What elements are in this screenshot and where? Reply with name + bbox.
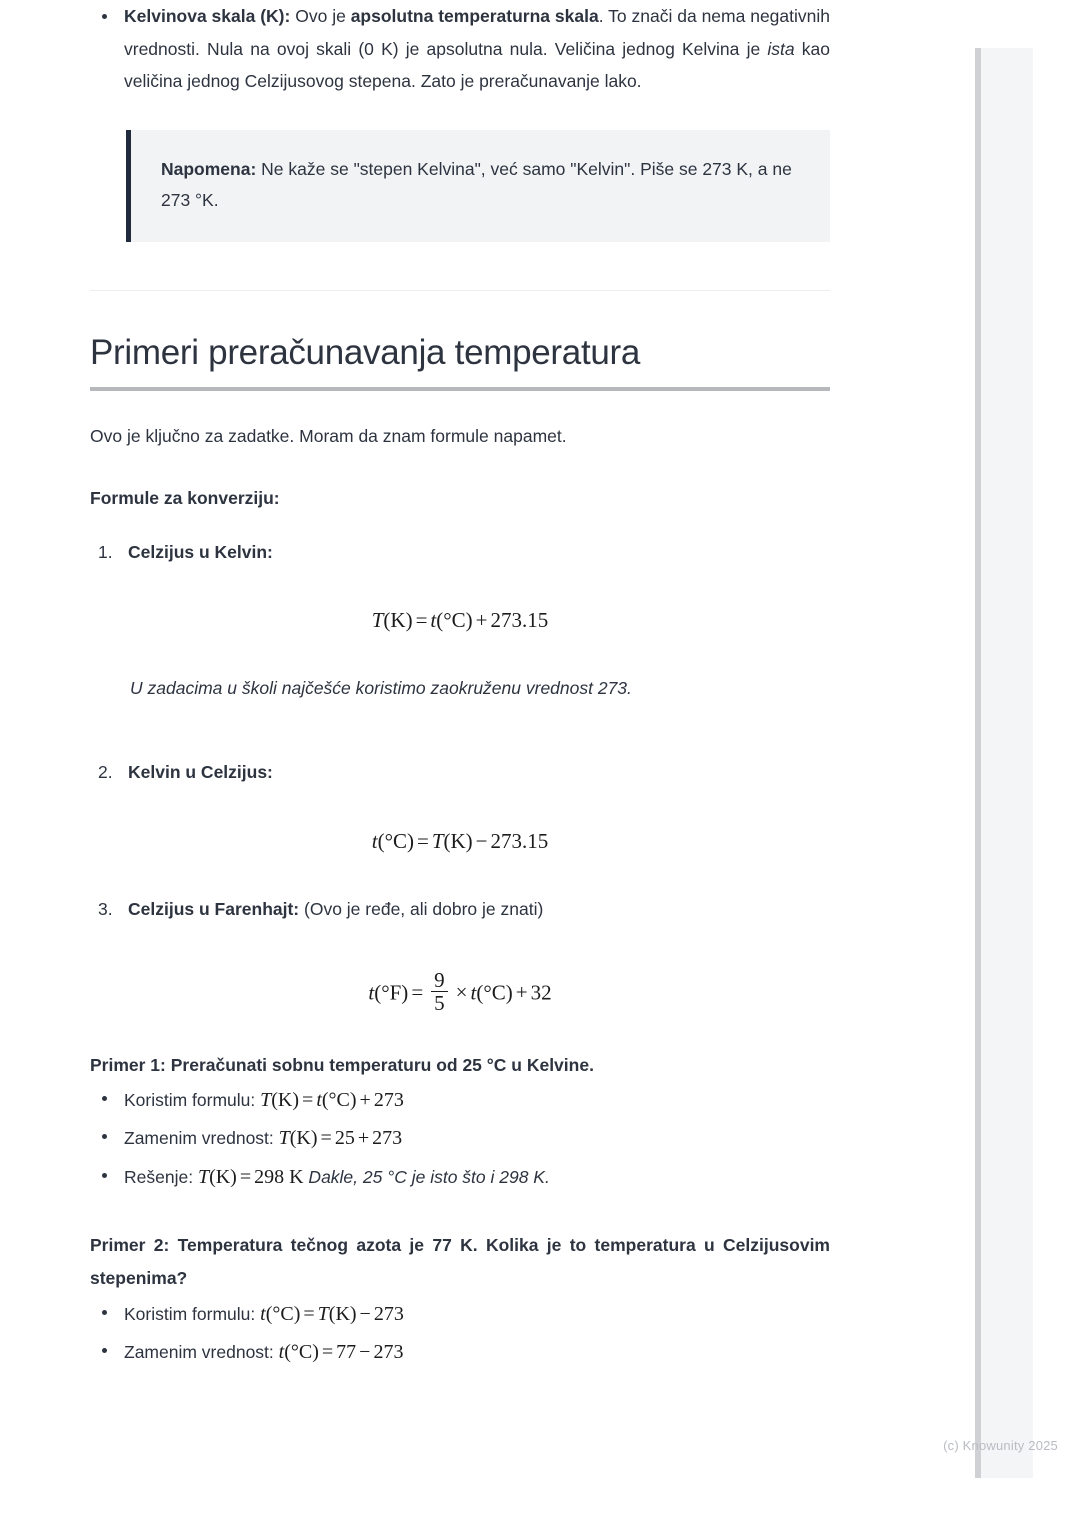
ex1-s2-eq: = (320, 1127, 332, 1150)
formula-label-2: Kelvin u Celzijus: (128, 762, 273, 783)
eq3-fraction (431, 967, 448, 1016)
eq2-op: − (475, 829, 488, 854)
intro-text-1: Ovo je (290, 6, 351, 26)
eq2-equals: = (416, 829, 429, 854)
ex2-step2-math (279, 1341, 404, 1363)
watermark-text: (c) Knowunity 2025 (943, 1438, 1058, 1453)
formula-item-2 (90, 757, 830, 789)
ex1-s3-var1: T (197, 1165, 210, 1188)
ex2-s2-op: − (359, 1340, 371, 1363)
ex1-s1-arg1: (K) (271, 1088, 300, 1111)
list-item (90, 1082, 830, 1118)
formula-footnote-1: U zadacima u školi najčešće koristimo zaokruženu vrednost 273. (130, 678, 632, 699)
ex1-s2-value: 273 (372, 1127, 403, 1150)
ex1-s2-op: + (357, 1127, 370, 1150)
eq1-rhs-var: t (430, 608, 437, 633)
example-2-title: Primer 2: Temperatura tečnog azota je 77 K. Kolika je to temperatura u Celzijusovim stepenima? (90, 1235, 830, 1289)
formula-list (90, 537, 830, 1015)
ex1-step3-label: Rešenje: (124, 1166, 198, 1187)
ex1-s2-var1: T (278, 1127, 290, 1150)
eq1-equals: = (415, 608, 428, 633)
list-item (90, 1296, 830, 1332)
list-item (90, 1159, 830, 1195)
ex1-s1-op: + (359, 1088, 371, 1111)
eq1-op: + (475, 608, 488, 633)
ex1-s1-var1: T (260, 1088, 272, 1111)
page-title: Primeri preračunavanja temperatura (90, 333, 830, 391)
eq1-value: 273.15 (490, 608, 549, 633)
ex1-step1-math (260, 1089, 404, 1111)
ex2-step1-label: Koristim formulu: (124, 1303, 261, 1324)
formula-equation-2 (90, 829, 830, 854)
ex1-s3-eq: = (239, 1165, 252, 1188)
note-paragraph (161, 154, 802, 216)
formulas-label: Formule za konverziju: (90, 487, 280, 508)
intro-text-3: kao veličina jednog Celzijusovog stepena. Zato je preračunavanje lako. (124, 38, 831, 92)
eq3-rhs-var: t (470, 980, 477, 1005)
ex2-s2-var1: t (278, 1340, 285, 1363)
example-2-steps (90, 1296, 830, 1371)
formula-suffix-3: (Ovo je ređe, ali dobro je znati) (299, 899, 544, 920)
ex1-step1-label: Koristim formulu: (124, 1089, 261, 1110)
ex2-s1-var2: T (317, 1302, 329, 1325)
ex2-s2-value: 273 (373, 1340, 404, 1363)
section-lead: Ovo je ključno za zadatke. Moram da znam formule napamet. (90, 425, 567, 446)
intro-bullet-list (90, 0, 830, 98)
formula-label-3: Celzijus u Farenhajt: (128, 899, 300, 920)
eq1-lhs-var: T (371, 608, 384, 633)
ex1-s3-arg2: 298 K (254, 1165, 304, 1188)
section-divider (90, 290, 830, 291)
eq3-times: × (455, 980, 468, 1005)
intro-term: Kelvinova skala (K): (124, 6, 291, 26)
eq3-rhs-arg: (°C) (476, 980, 513, 1005)
list-item (90, 0, 830, 98)
intro-bold-1: apsolutna temperaturna skala (350, 6, 599, 26)
ex1-step3-trailing: Dakle, 25 °C je isto što i 298 K. (303, 1166, 550, 1187)
formula-item-1 (90, 537, 830, 569)
vertical-scrollbar[interactable] (975, 48, 981, 1478)
eq1-lhs-arg: (K) (383, 608, 413, 633)
example-1-title: Primer 1: Preračunati sobnu temperaturu od 25 °C u Kelvine. (90, 1054, 594, 1075)
eq3-frac-numerator: 9 (434, 967, 445, 992)
eq3-equals: = (411, 980, 424, 1005)
formula-equation-3 (90, 967, 830, 1016)
note-text: Ne kaže se "stepen Kelvina", već samo "Kelvin". Piše se 273 K, a ne 273 °K. (161, 158, 792, 210)
ex1-step2-math (279, 1127, 402, 1149)
ex2-s1-arg2: (K) (328, 1302, 357, 1325)
formula-equation-1 (90, 608, 830, 633)
eq3-lhs-arg: (°F) (374, 980, 409, 1005)
eq3-value: 32 (530, 980, 552, 1005)
eq2-lhs-var: t (371, 829, 378, 854)
list-item (90, 1334, 830, 1370)
intro-italic-1: ista (767, 38, 795, 59)
ex2-s1-arg1: (°C) (265, 1302, 301, 1325)
eq3-frac-denominator: 5 (431, 991, 448, 1014)
note-callout (126, 130, 830, 242)
ex2-s1-value: 273 (373, 1302, 404, 1325)
ex2-s1-op: − (359, 1302, 371, 1325)
eq2-value: 273.15 (490, 829, 549, 854)
eq2-lhs-arg: (°C) (377, 829, 414, 854)
document-content (90, 0, 830, 1372)
formula-label-1: Celzijus u Kelvin: (128, 541, 273, 562)
intro-text-2: . To znači da nema negativnih vrednosti. Nula na ovoj skali (0 K) je apsolutna nula. Veličina jednog Kelvina je (124, 6, 831, 59)
note-label: Napomena: (161, 158, 257, 179)
ex2-s2-eq: = (321, 1340, 334, 1363)
ex2-s1-eq: = (303, 1302, 315, 1325)
eq2-rhs-arg: (K) (443, 829, 473, 854)
ex2-s1-var1: t (260, 1302, 266, 1325)
ex1-s3-arg1: (K) (209, 1165, 237, 1188)
eq2-rhs-var: T (431, 829, 444, 854)
eq3-lhs-var: t (368, 980, 375, 1005)
right-side-panel (975, 48, 1033, 1478)
ex2-step1-math (260, 1303, 404, 1325)
ex1-step2-label: Zamenim vrednost: (124, 1128, 279, 1149)
list-item (90, 1120, 830, 1156)
ex2-s2-arg1: (°C) (284, 1340, 319, 1363)
ex1-s1-value: 273 (373, 1088, 404, 1111)
eq3-op: + (515, 980, 528, 1005)
ex1-s1-arg2: (°C) (321, 1088, 357, 1111)
formula-item-3 (90, 894, 830, 926)
ex2-s2-arg2: 77 (336, 1340, 357, 1363)
ex1-s1-eq: = (302, 1088, 314, 1111)
ex1-s1-var2: t (316, 1088, 322, 1111)
eq1-rhs-arg: (°C) (436, 608, 473, 633)
ex1-step3-math (198, 1166, 304, 1188)
ex1-s2-arg1: (K) (289, 1127, 318, 1150)
ex2-step2-label: Zamenim vrednost: (124, 1341, 279, 1362)
example-1-steps (90, 1082, 830, 1195)
ex1-s2-arg2: 25 (334, 1127, 355, 1150)
